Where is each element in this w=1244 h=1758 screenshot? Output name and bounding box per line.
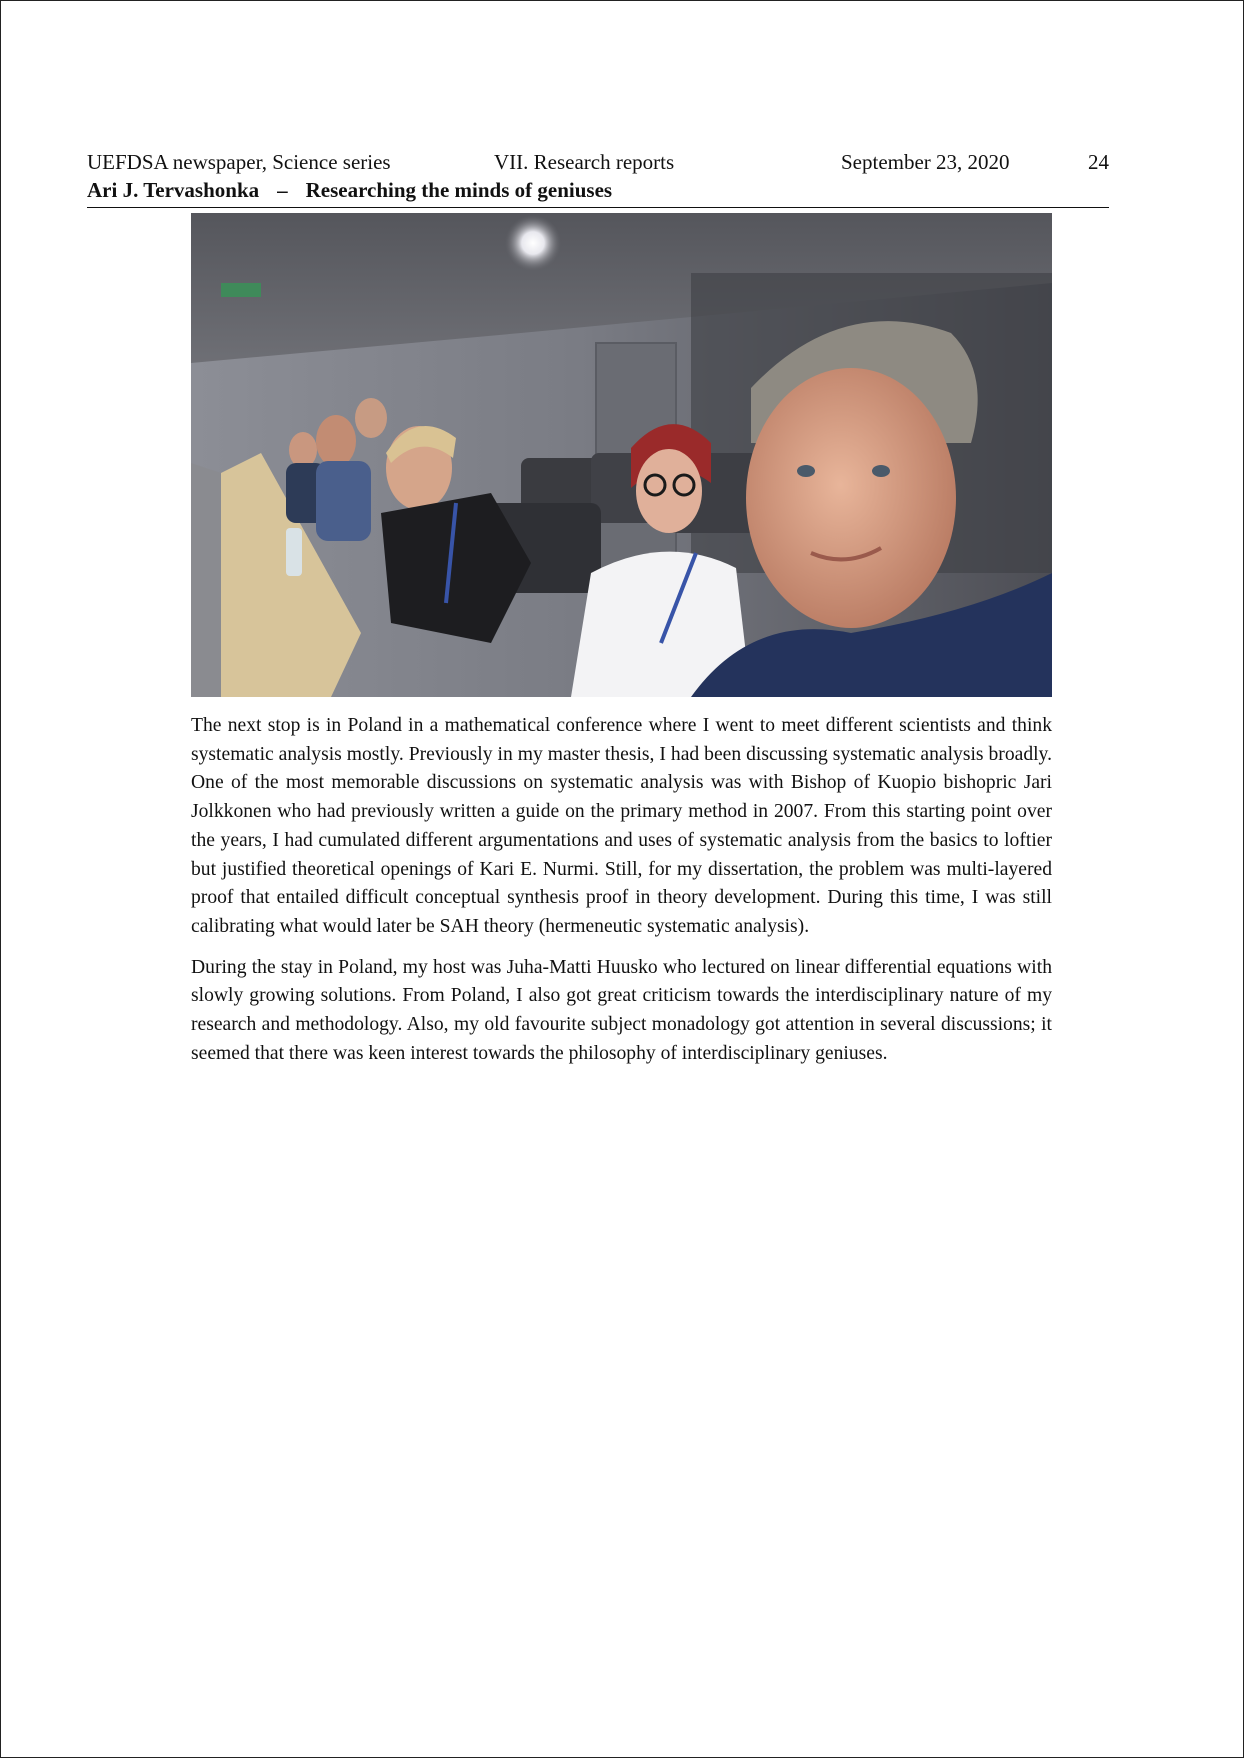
conference-photo — [191, 213, 1052, 697]
header-title: Researching the minds of geniuses — [305, 178, 613, 202]
paragraph: The next stop is in Poland in a mathematical conference where I went to meet different scientists and think systematic analysis mostly. Previously in my master thesis, I had been discussing systematic analysis broadly. One of the most memorable discussions on systematic analysis was with Bishop of Kuopio bishopric Jari Jolkkonen who had previously written a guide on the primary method in 2007. From this starting point over the years, I had cumulated different argumentations and uses of systematic analysis from the basics to loftier but justified theoretical openings of Kari E. Nurmi. Still, for my dissertation, the problem was multi-layered proof that entailed difficult conceptual synthesis proof in theory development. During this time, I was still calibrating what would later be SAH theory (hermeneutic systematic analysis). — [191, 715, 1052, 937]
header-top-row — [87, 148, 1109, 176]
header-dash: – — [277, 178, 288, 202]
header-title-row — [87, 176, 1109, 204]
header-section: VII. Research reports — [494, 150, 675, 174]
page-number: 24 — [1088, 150, 1109, 174]
paragraph: During the stay in Poland, my host was Juha-Matti Huusko who lectured on linear differential equations with slowly growing solutions. From Poland, I also got great criticism towards the interdisciplinary nature of my research and methodology. Also, my old favourite subject monadology got attention in several discussions; it seemed that there was keen interest towards the philosophy of interdisciplinary geniuses. — [191, 956, 1052, 1064]
article-body — [191, 712, 1052, 1080]
running-header — [87, 148, 1109, 208]
header-author: Ari J. Tervashonka — [87, 178, 260, 202]
header-series: UEFDSA newspaper, Science series — [87, 150, 391, 174]
header-date: September 23, 2020 — [841, 150, 1010, 174]
